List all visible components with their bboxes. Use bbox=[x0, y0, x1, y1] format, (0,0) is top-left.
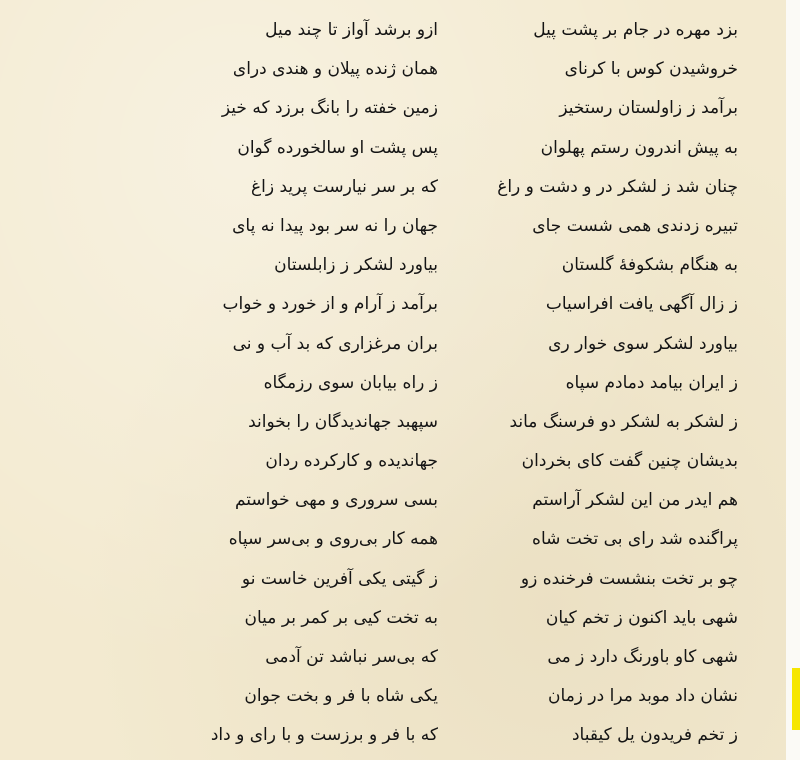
first-hemistich: نشان داد موبد مرا در زمان bbox=[548, 686, 738, 707]
second-hemistich: یکی شاه با فر و بخت جوان bbox=[244, 686, 438, 707]
second-hemistich: سپهبد جهاندیدگان را بخواند bbox=[248, 411, 438, 432]
first-hemistich: به هنگام بشکوفهٔ گلستان bbox=[561, 255, 738, 276]
second-hemistich: بسی سروری و مهی خواستم bbox=[234, 490, 438, 511]
first-hemistich: به پیش اندرون رستم پهلوان bbox=[540, 137, 738, 158]
first-hemistich: برآمد ز زاولستان رستخیز bbox=[559, 98, 738, 119]
couplet-row bbox=[0, 89, 786, 128]
couplet-row bbox=[0, 560, 786, 599]
page-edge bbox=[786, 0, 800, 760]
first-hemistich: هم ایدر من این لشکر آراستم bbox=[532, 490, 738, 511]
couplet-row bbox=[0, 285, 786, 324]
first-hemistich: شهی باید اکنون ز تخم کیان bbox=[545, 607, 738, 628]
second-hemistich: بیاورد لشکر ز زابلستان bbox=[274, 255, 438, 276]
first-hemistich: ز ایران بیامد دمادم سپاه bbox=[565, 372, 738, 393]
second-hemistich: ازو برشد آواز تا چند میل bbox=[265, 20, 438, 40]
first-hemistich: تبیره زدندی همی شست جای bbox=[532, 215, 738, 236]
couplet-row bbox=[0, 403, 786, 442]
second-hemistich: برآمد ز آرام و از خورد و خواب bbox=[222, 294, 438, 315]
second-hemistich: که با فر و برزست و با رای و داد bbox=[210, 725, 438, 746]
first-hemistich: چو بر تخت بنشست فرخنده زو bbox=[520, 568, 738, 589]
couplet-row bbox=[0, 11, 786, 50]
couplet-row bbox=[0, 442, 786, 481]
couplet-row bbox=[0, 50, 786, 89]
poem-body bbox=[0, 11, 786, 756]
first-hemistich: پراگنده شد رای بی تخت شاه bbox=[532, 529, 738, 550]
couplet-row bbox=[0, 168, 786, 207]
couplet-row bbox=[0, 246, 786, 285]
first-hemistich: ز لشکر به لشکر دو فرسنگ ماند bbox=[509, 411, 738, 432]
couplet-row bbox=[0, 481, 786, 520]
first-hemistich: بزد مهره در جام بر پشت پیل bbox=[533, 20, 738, 40]
couplet-row bbox=[0, 638, 786, 677]
second-hemistich: همه کار بی‌روی و بی‌سر سپاه bbox=[228, 529, 438, 550]
couplet-row bbox=[0, 207, 786, 246]
couplet-row bbox=[0, 364, 786, 403]
couplet-row bbox=[0, 716, 786, 755]
couplet-row bbox=[0, 129, 786, 168]
first-hemistich: ز تخم فریدون یل کیقباد bbox=[571, 725, 738, 746]
couplet-row bbox=[0, 520, 786, 559]
second-hemistich: جهاندیده و کارکرده ردان bbox=[265, 451, 438, 472]
second-hemistich: ز گیتی یکی آفرین خاست نو bbox=[241, 568, 438, 589]
second-hemistich: همان ژنده پیلان و هندی درای bbox=[232, 59, 438, 80]
second-hemistich: به تخت کیی بر کمر بر میان bbox=[244, 607, 438, 628]
couplet-row bbox=[0, 677, 786, 716]
couplet-row bbox=[0, 599, 786, 638]
first-hemistich: بدیشان چنین گفت کای بخردان bbox=[521, 451, 738, 472]
second-hemistich: ز راه بیابان سوی رزمگاه bbox=[263, 372, 438, 393]
couplet-row bbox=[0, 325, 786, 364]
edge-highlight-bar bbox=[792, 668, 800, 730]
second-hemistich: که بر سر نیارست پرید زاغ bbox=[251, 176, 438, 197]
second-hemistich: بران مرغزاری که بد آب و نی bbox=[232, 333, 438, 354]
first-hemistich: چنان شد ز لشکر در و دشت و راغ bbox=[497, 176, 738, 197]
second-hemistich: جهان را نه سر بود پیدا نه پای bbox=[232, 215, 438, 236]
first-hemistich: بیاورد لشکر سوی خوار ری bbox=[548, 333, 738, 354]
second-hemistich: که بی‌سر نباشد تن آدمی bbox=[265, 647, 438, 667]
first-hemistich: شهی کاو باورنگ دارد ز می bbox=[547, 647, 738, 667]
second-hemistich: پس پشت او سالخورده گوان bbox=[237, 137, 438, 158]
second-hemistich: زمین خفته را بانگ برزد که خیز bbox=[221, 98, 438, 119]
first-hemistich: ز زال آگهی یافت افراسیاب bbox=[545, 294, 738, 315]
first-hemistich: خروشیدن کوس با کرنای bbox=[564, 59, 738, 80]
